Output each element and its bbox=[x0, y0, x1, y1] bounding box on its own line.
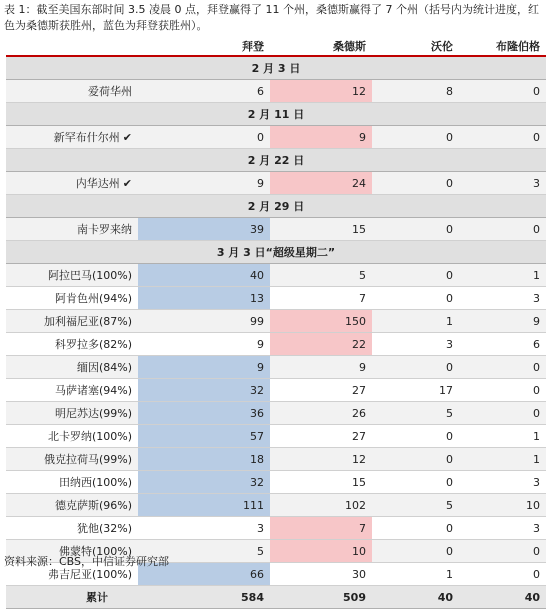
table-row bbox=[6, 287, 546, 310]
biden-cell: 9 bbox=[138, 172, 270, 195]
warren-cell: 5 bbox=[372, 494, 459, 517]
sanders-cell: 27 bbox=[270, 425, 372, 448]
state-cell bbox=[6, 310, 138, 333]
biden-cell: 32 bbox=[138, 471, 270, 494]
biden-cell: 6 bbox=[138, 80, 270, 103]
warren-cell: 0 bbox=[372, 218, 459, 241]
total-bloomberg-cell: 40 bbox=[459, 586, 546, 609]
state-cell bbox=[6, 402, 138, 425]
state-name: 加利福尼亚(87%) bbox=[43, 315, 132, 328]
table-row bbox=[6, 425, 546, 448]
table-row bbox=[6, 333, 546, 356]
warren-cell: 0 bbox=[372, 356, 459, 379]
sanders-cell: 10 bbox=[270, 540, 372, 563]
warren-cell: 3 bbox=[372, 333, 459, 356]
bloomberg-cell: 3 bbox=[459, 287, 546, 310]
bloomberg-cell: 1 bbox=[459, 264, 546, 287]
sanders-cell: 27 bbox=[270, 379, 372, 402]
bloomberg-cell: 0 bbox=[459, 356, 546, 379]
section-title: 3 月 3 日“超级星期二” bbox=[6, 241, 546, 264]
table-row bbox=[6, 310, 546, 333]
state-name: 明尼苏达(99%) bbox=[54, 407, 132, 420]
section-title: 2 月 3 日 bbox=[6, 56, 546, 80]
state-name: 马萨诸塞(94%) bbox=[54, 384, 132, 397]
table-row bbox=[6, 448, 546, 471]
state-name: 俄克拉荷马(99%) bbox=[43, 453, 132, 466]
state-cell bbox=[6, 172, 138, 195]
state-cell bbox=[6, 356, 138, 379]
state-name: 佛蒙特(100%) bbox=[58, 545, 132, 558]
warren-cell: 8 bbox=[372, 80, 459, 103]
table-row bbox=[6, 356, 546, 379]
sanders-cell: 102 bbox=[270, 494, 372, 517]
state-cell bbox=[6, 126, 138, 149]
sanders-cell: 12 bbox=[270, 80, 372, 103]
biden-cell: 13 bbox=[138, 287, 270, 310]
sanders-cell: 9 bbox=[270, 356, 372, 379]
header-sanders: 桑德斯 bbox=[270, 36, 372, 56]
section-header-row bbox=[6, 56, 546, 80]
header-biden: 拜登 bbox=[138, 36, 270, 56]
biden-cell: 40 bbox=[138, 264, 270, 287]
bloomberg-cell: 0 bbox=[459, 126, 546, 149]
biden-cell: 18 bbox=[138, 448, 270, 471]
state-name: 犹他(32%) bbox=[76, 522, 132, 535]
section-title: 2 月 11 日 bbox=[6, 103, 546, 126]
warren-cell: 1 bbox=[372, 310, 459, 333]
sanders-cell: 26 bbox=[270, 402, 372, 425]
state-cell bbox=[6, 471, 138, 494]
state-name: 内华达州 bbox=[75, 177, 120, 190]
sanders-cell: 30 bbox=[270, 563, 372, 586]
warren-cell: 0 bbox=[372, 471, 459, 494]
table-row bbox=[6, 494, 546, 517]
header-bloomberg: 布隆伯格 bbox=[459, 36, 546, 56]
total-row bbox=[6, 586, 546, 609]
state-cell bbox=[6, 494, 138, 517]
state-cell bbox=[6, 218, 138, 241]
sanders-cell: 24 bbox=[270, 172, 372, 195]
state-name: 弗吉尼亚(100%) bbox=[47, 568, 132, 581]
biden-cell: 5 bbox=[138, 540, 270, 563]
bloomberg-cell: 10 bbox=[459, 494, 546, 517]
state-name: 新罕布什尔州 bbox=[53, 131, 120, 144]
state-cell bbox=[6, 517, 138, 540]
sanders-cell: 150 bbox=[270, 310, 372, 333]
state-name: 爱荷华州 bbox=[88, 85, 132, 98]
table-row bbox=[6, 402, 546, 425]
bloomberg-cell: 0 bbox=[459, 402, 546, 425]
state-cell bbox=[6, 287, 138, 310]
sanders-cell: 12 bbox=[270, 448, 372, 471]
sanders-cell: 15 bbox=[270, 471, 372, 494]
biden-cell: 39 bbox=[138, 218, 270, 241]
table-row bbox=[6, 126, 546, 149]
state-name: 阿肯色州(94%) bbox=[54, 292, 132, 305]
sanders-cell: 7 bbox=[270, 517, 372, 540]
state-cell bbox=[6, 425, 138, 448]
sanders-cell: 9 bbox=[270, 126, 372, 149]
biden-cell: 9 bbox=[138, 333, 270, 356]
biden-cell: 32 bbox=[138, 379, 270, 402]
warren-cell: 0 bbox=[372, 287, 459, 310]
warren-cell: 0 bbox=[372, 264, 459, 287]
warren-cell: 0 bbox=[372, 540, 459, 563]
biden-cell: 0 bbox=[138, 126, 270, 149]
source-note: 资料来源：CBS，中信证券研究部 bbox=[4, 555, 170, 568]
section-header-row bbox=[6, 149, 546, 172]
total-warren-cell: 40 bbox=[372, 586, 459, 609]
state-name: 北卡罗纳(100%) bbox=[47, 430, 132, 443]
delegate-table bbox=[6, 36, 546, 609]
table-row bbox=[6, 218, 546, 241]
bloomberg-cell: 3 bbox=[459, 471, 546, 494]
checkmark-icon: ✔ bbox=[122, 177, 132, 190]
warren-cell: 0 bbox=[372, 425, 459, 448]
bloomberg-cell: 1 bbox=[459, 425, 546, 448]
section-title: 2 月 22 日 bbox=[6, 149, 546, 172]
checkmark-icon: ✔ bbox=[122, 131, 132, 144]
state-name: 阿拉巴马(100%) bbox=[47, 269, 132, 282]
section-header-row bbox=[6, 103, 546, 126]
sanders-cell: 22 bbox=[270, 333, 372, 356]
state-name: 田纳西(100%) bbox=[58, 476, 132, 489]
state-name: 科罗拉多(82%) bbox=[54, 338, 132, 351]
table-row bbox=[6, 471, 546, 494]
biden-cell: 9 bbox=[138, 356, 270, 379]
table-row bbox=[6, 80, 546, 103]
section-title: 2 月 29 日 bbox=[6, 195, 546, 218]
bloomberg-cell: 6 bbox=[459, 333, 546, 356]
warren-cell: 0 bbox=[372, 126, 459, 149]
bloomberg-cell: 3 bbox=[459, 172, 546, 195]
warren-cell: 0 bbox=[372, 448, 459, 471]
bloomberg-cell: 0 bbox=[459, 80, 546, 103]
warren-cell: 0 bbox=[372, 517, 459, 540]
header-warren: 沃伦 bbox=[372, 36, 459, 56]
state-name: 南卡罗来纳 bbox=[77, 223, 132, 236]
total-label: 累计 bbox=[6, 586, 138, 609]
table-row bbox=[6, 379, 546, 402]
state-name: 德克萨斯(96%) bbox=[54, 499, 132, 512]
warren-cell: 5 bbox=[372, 402, 459, 425]
biden-cell: 99 bbox=[138, 310, 270, 333]
state-cell bbox=[6, 379, 138, 402]
state-cell bbox=[6, 264, 138, 287]
total-sanders-cell: 509 bbox=[270, 586, 372, 609]
table-body bbox=[6, 56, 546, 609]
table-header-row bbox=[6, 36, 546, 56]
bloomberg-cell: 0 bbox=[459, 218, 546, 241]
bloomberg-cell: 3 bbox=[459, 517, 546, 540]
table-row bbox=[6, 264, 546, 287]
total-biden-cell: 584 bbox=[138, 586, 270, 609]
section-header-row bbox=[6, 241, 546, 264]
biden-cell: 36 bbox=[138, 402, 270, 425]
biden-cell: 111 bbox=[138, 494, 270, 517]
warren-cell: 17 bbox=[372, 379, 459, 402]
warren-cell: 1 bbox=[372, 563, 459, 586]
sanders-cell: 15 bbox=[270, 218, 372, 241]
table-row bbox=[6, 172, 546, 195]
state-name: 缅因(84%) bbox=[76, 361, 132, 374]
bloomberg-cell: 0 bbox=[459, 540, 546, 563]
warren-cell: 0 bbox=[372, 172, 459, 195]
biden-cell: 3 bbox=[138, 517, 270, 540]
sanders-cell: 7 bbox=[270, 287, 372, 310]
biden-cell: 57 bbox=[138, 425, 270, 448]
biden-cell: 66 bbox=[138, 563, 270, 586]
sanders-cell: 5 bbox=[270, 264, 372, 287]
header-state bbox=[6, 36, 138, 56]
state-cell bbox=[6, 80, 138, 103]
bloomberg-cell: 1 bbox=[459, 448, 546, 471]
state-cell bbox=[6, 333, 138, 356]
table-caption: 表 1：截至美国东部时间 3.5 凌晨 0 点，拜登赢得了 11 个州，桑德斯赢得了 7 个州（括号内为统计进度，红色为桑德斯获胜州，蓝色为拜登获胜州）。 bbox=[4, 3, 539, 32]
bloomberg-cell: 0 bbox=[459, 379, 546, 402]
section-header-row bbox=[6, 195, 546, 218]
table-row bbox=[6, 517, 546, 540]
bloomberg-cell: 0 bbox=[459, 563, 546, 586]
state-cell bbox=[6, 448, 138, 471]
bloomberg-cell: 9 bbox=[459, 310, 546, 333]
